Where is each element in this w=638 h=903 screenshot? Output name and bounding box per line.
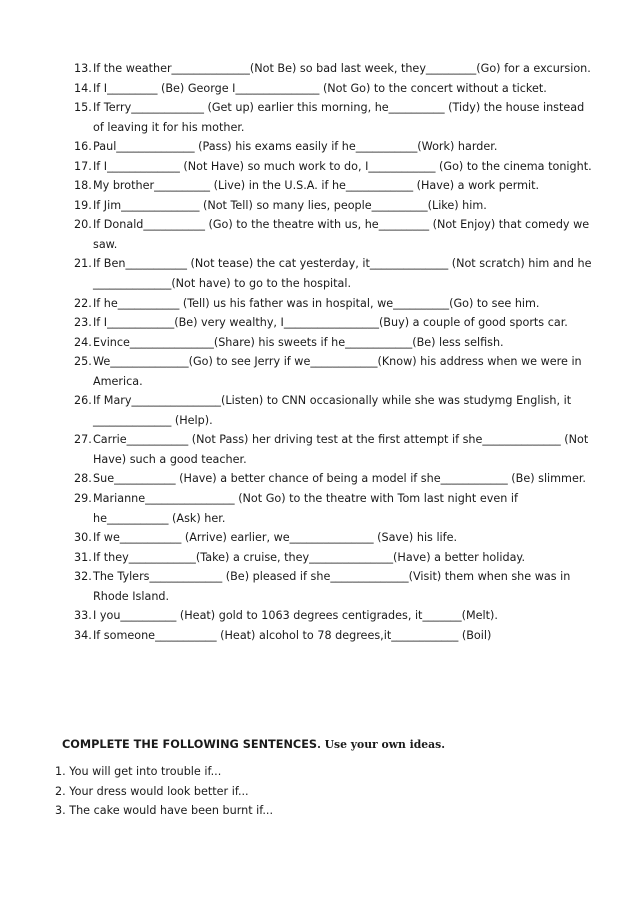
exercise-item xyxy=(74,391,594,430)
exercise-number: 27. xyxy=(74,433,92,447)
exercise-item xyxy=(74,626,594,646)
exercise-item xyxy=(74,489,594,528)
exercise-item xyxy=(74,137,594,157)
exercise-text: If someone___________ (Heat) alcohol to 78 degrees,it____________ (Boil) xyxy=(93,628,492,642)
exercise-text: Paul______________ (Pass) his exams easily if he___________(Work) harder. xyxy=(93,140,498,154)
exercise-text: Sue___________ (Have) a better chance of being a model if she____________ (Be) slimmer. xyxy=(93,472,586,486)
exercise-item xyxy=(74,313,594,333)
exercise-item xyxy=(74,157,594,177)
section-title: COMPLETE THE FOLLOWING SENTENCES xyxy=(62,738,318,751)
exercise-item xyxy=(74,254,594,293)
exercise-item xyxy=(74,196,594,216)
exercise-item xyxy=(74,567,594,606)
exercise-text: If Donald___________ (Go) to the theatre with us, he_________ (Not Enjoy) that comedy we saw. xyxy=(93,218,590,251)
own-idea-item xyxy=(55,801,575,821)
exercise-text: Marianne________________ (Not Go) to the theatre with Tom last night even if he___________ (Ask) her. xyxy=(93,492,518,525)
own-idea-number: 1. xyxy=(55,765,66,778)
exercise-text: If he___________ (Tell) us his father was in hospital, we__________(Go) to see him. xyxy=(93,296,540,310)
own-ideas-list xyxy=(55,762,575,821)
exercise-text: If the weather______________(Not Be) so bad last week, they_________(Go) for a excursion. xyxy=(93,62,591,75)
exercise-number: 18. xyxy=(74,179,92,193)
exercise-item xyxy=(74,606,594,626)
exercise-text: The Tylers_____________ (Be) pleased if she______________(Visit) them when she was in Rhode Island. xyxy=(93,570,571,603)
exercise-item xyxy=(74,469,594,489)
exercise-item xyxy=(74,352,594,391)
own-idea-number: 3. xyxy=(55,804,66,817)
exercise-item xyxy=(74,548,594,568)
exercise-text: If I_____________ (Not Have) so much work to do, I____________ (Go) to the cinema tonight. xyxy=(93,159,592,173)
exercise-number: 22. xyxy=(74,296,92,310)
exercise-item xyxy=(74,333,594,353)
exercise-number: 23. xyxy=(74,316,92,330)
exercise-text: If they____________(Take) a cruise, they_______________(Have) a better holiday. xyxy=(93,550,526,564)
section-subtitle: . Use your own ideas. xyxy=(317,738,445,751)
exercise-text: Evince_______________(Share) his sweets if he____________(Be) less selfish. xyxy=(93,335,504,349)
exercise-text: My brother__________ (Live) in the U.S.A. if he____________ (Have) a work permit. xyxy=(93,179,540,193)
exercise-number: 25. xyxy=(74,355,92,369)
exercise-number: 28. xyxy=(74,472,92,486)
exercise-list xyxy=(74,59,594,645)
exercise-number: 16. xyxy=(74,140,92,154)
exercise-text: Carrie___________ (Not Pass) her driving test at the first attempt if she______________ (Not Have) such a good teacher. xyxy=(93,433,589,466)
exercise-item xyxy=(74,176,594,196)
exercise-text: We______________(Go) to see Jerry if we____________(Know) his address when we were in America. xyxy=(93,355,582,388)
exercise-item xyxy=(74,79,594,99)
exercise-number: 32. xyxy=(74,570,92,584)
exercise-number: 34. xyxy=(74,628,92,642)
exercise-text: If Terry_____________ (Get up) earlier this morning, he__________ (Tidy) the house instead of leaving it for his mother. xyxy=(93,101,585,134)
exercise-item xyxy=(74,98,594,137)
exercise-number: 20. xyxy=(74,218,92,232)
exercise-number: 19. xyxy=(74,198,92,212)
own-idea-number: 2. xyxy=(55,784,66,798)
exercise-item xyxy=(74,294,594,314)
own-idea-text: The cake would have been burnt if... xyxy=(69,804,274,817)
exercise-number: 30. xyxy=(74,531,92,545)
own-idea-text: You will get into trouble if... xyxy=(69,765,222,778)
exercise-item xyxy=(74,430,594,469)
exercise-item xyxy=(74,528,594,548)
exercise-number: 13. xyxy=(74,62,92,75)
exercise-number: 26. xyxy=(74,394,92,408)
exercise-text: If Ben___________ (Not tease) the cat yesterday, it______________ (Not scratch) him and he ______________(Not have) to go to the hospital. xyxy=(93,257,592,291)
exercise-text: I you__________ (Heat) gold to 1063 degrees centigrades, it_______(Melt). xyxy=(93,609,498,623)
exercise-number: 29. xyxy=(74,492,92,506)
exercise-number: 24. xyxy=(74,335,92,349)
own-idea-item xyxy=(55,782,575,802)
exercise-text: If Mary________________(Listen) to CNN occasionally while she was studymg English, it ______________ (Help). xyxy=(93,394,572,427)
exercise-text: If Jim______________ (Not Tell) so many lies, people__________(Like) him. xyxy=(93,198,487,212)
exercise-item xyxy=(74,215,594,254)
exercise-number: 21. xyxy=(74,257,92,271)
exercise-text: If I____________(Be) very wealthy, I_________________(Buy) a couple of good sports car. xyxy=(93,316,568,330)
exercise-item xyxy=(74,59,594,79)
exercise-text: If we___________ (Arrive) earlier, we_______________ (Save) his life. xyxy=(93,531,458,545)
exercise-number: 17. xyxy=(74,159,92,173)
own-idea-item xyxy=(55,762,575,782)
exercise-number: 33. xyxy=(74,609,92,623)
exercise-text: If I_________ (Be) George I_______________ (Not Go) to the concert without a ticket. xyxy=(93,81,547,95)
exercise-number: 14. xyxy=(74,81,92,95)
own-idea-text: Your dress would look better if... xyxy=(69,784,249,798)
exercise-number: 31. xyxy=(74,550,92,564)
section-heading xyxy=(62,738,445,751)
exercise-number: 15. xyxy=(74,101,92,115)
